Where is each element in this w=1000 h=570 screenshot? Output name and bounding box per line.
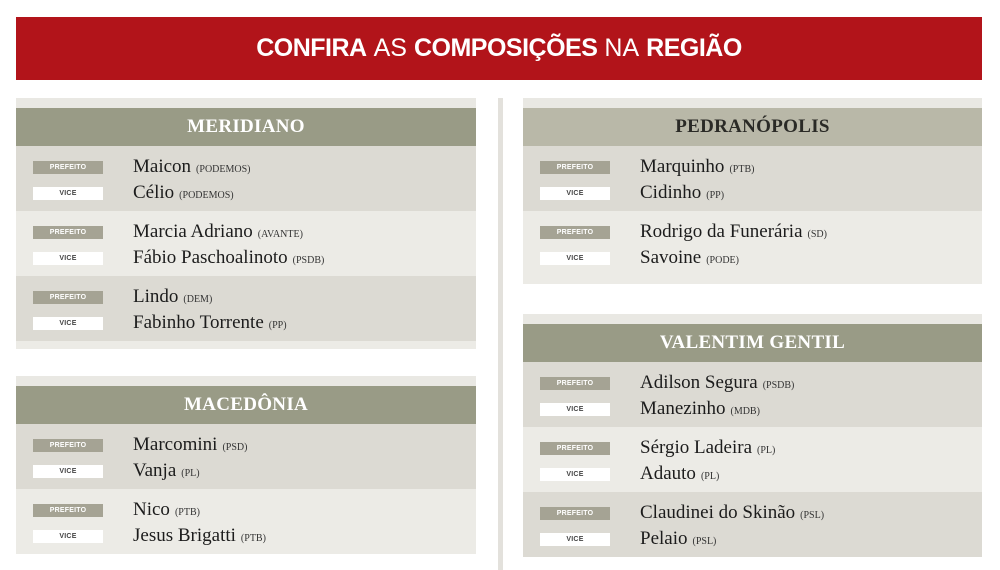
role-label-vice: VICE: [33, 530, 103, 543]
candidate-name: Maicon: [133, 156, 192, 177]
page-title-banner: [16, 17, 982, 80]
role-label-prefeito: PREFEITO: [33, 226, 103, 239]
title-word-2: AS: [373, 34, 407, 62]
candidate-name: Claudinei do Skinão: [640, 502, 796, 523]
candidate-name: Cidinho: [640, 182, 702, 203]
city-name: MACEDÔNIA: [16, 386, 476, 424]
candidate-party: (MDB): [730, 405, 760, 417]
role-label-prefeito: PREFEITO: [33, 291, 103, 304]
column-divider: [498, 98, 503, 570]
ticket: [523, 211, 982, 276]
candidate-name: Manezinho: [640, 398, 726, 419]
candidate-party: (PSDB): [762, 379, 795, 391]
candidate-party: (PP): [706, 189, 725, 201]
ticket: [16, 211, 476, 276]
candidate-name: Fábio Paschoalinoto: [133, 247, 288, 268]
candidate-party: (PL): [757, 444, 776, 456]
role-label-prefeito: PREFEITO: [540, 226, 610, 239]
candidate-name: Savoine: [640, 247, 702, 268]
candidate-name: Jesus Brigatti: [133, 525, 236, 546]
ticket: [523, 146, 982, 211]
candidate-name: Adilson Segura: [640, 372, 758, 393]
ticket: [16, 424, 476, 489]
title-word-5: REGIÃO: [646, 34, 742, 62]
role-label-prefeito: PREFEITO: [33, 504, 103, 517]
candidate-name: Nico: [133, 499, 170, 520]
candidate-party: (PSL): [692, 535, 717, 547]
city-card-valentim-gentil: [523, 314, 982, 557]
role-label-prefeito: PREFEITO: [540, 161, 610, 174]
city-card-meridiano: [16, 98, 476, 349]
candidate-name: Vanja: [133, 460, 177, 481]
candidate-name: Sérgio Ladeira: [640, 437, 753, 458]
candidate-name: Fabinho Torrente: [133, 312, 264, 333]
role-label-vice: VICE: [540, 252, 610, 265]
title-word-4: NA: [604, 34, 640, 62]
role-label-prefeito: PREFEITO: [540, 377, 610, 390]
role-label-vice: VICE: [540, 533, 610, 546]
candidate-name: Lindo: [133, 286, 179, 307]
candidate-party: (PODEMOS): [196, 163, 251, 175]
city-name: PEDRANÓPOLIS: [523, 108, 982, 146]
candidate-name: Rodrigo da Funerária: [640, 221, 803, 242]
ticket: [523, 427, 982, 492]
role-label-vice: VICE: [540, 187, 610, 200]
role-label-vice: VICE: [540, 468, 610, 481]
candidate-name: Marcomini: [133, 434, 218, 455]
role-label-prefeito: PREFEITO: [33, 439, 103, 452]
role-label-prefeito: PREFEITO: [540, 507, 610, 520]
candidate-party: (PSD): [222, 441, 248, 453]
role-label-vice: VICE: [33, 187, 103, 200]
candidate-party: (PSL): [800, 509, 825, 521]
role-label-vice: VICE: [33, 465, 103, 478]
ticket: [523, 362, 982, 427]
city-card-pedranopolis: [523, 98, 982, 284]
city-name: VALENTIM GENTIL: [523, 324, 982, 362]
candidate-party: (PP): [268, 319, 287, 331]
role-label-vice: VICE: [33, 252, 103, 265]
candidate-party: (PL): [181, 467, 200, 479]
candidate-party: (PTB): [729, 163, 755, 175]
candidate-party: (PSDB): [292, 254, 325, 266]
ticket: [16, 489, 476, 554]
ticket: [16, 146, 476, 211]
role-label-prefeito: PREFEITO: [540, 442, 610, 455]
title-word-3: COMPOSIÇÕES: [413, 34, 598, 62]
candidate-party: (PL): [700, 470, 720, 482]
candidate-name: Célio: [133, 182, 175, 203]
candidate-name: Marquinho: [640, 156, 725, 177]
candidate-party: (PODE): [706, 254, 739, 266]
candidate-name: Pelaio: [640, 528, 688, 549]
candidate-party: (AVANTE): [257, 228, 303, 240]
candidate-name: Marcia Adriano: [133, 221, 253, 242]
ticket: [16, 276, 476, 341]
role-label-vice: VICE: [33, 317, 103, 330]
candidate-party: (PTB): [174, 506, 200, 518]
ticket: [523, 492, 982, 557]
candidate-party: (PTB): [240, 532, 266, 544]
candidate-party: (DEM): [183, 293, 213, 305]
city-card-macedonia: [16, 376, 476, 554]
role-label-prefeito: PREFEITO: [33, 161, 103, 174]
city-name: MERIDIANO: [16, 108, 476, 146]
role-label-vice: VICE: [540, 403, 610, 416]
candidate-party: (PODEMOS): [179, 189, 234, 201]
candidate-name: Adauto: [640, 463, 696, 484]
title-word-1: CONFIRA: [256, 34, 367, 62]
candidate-party: (SD): [807, 228, 827, 240]
